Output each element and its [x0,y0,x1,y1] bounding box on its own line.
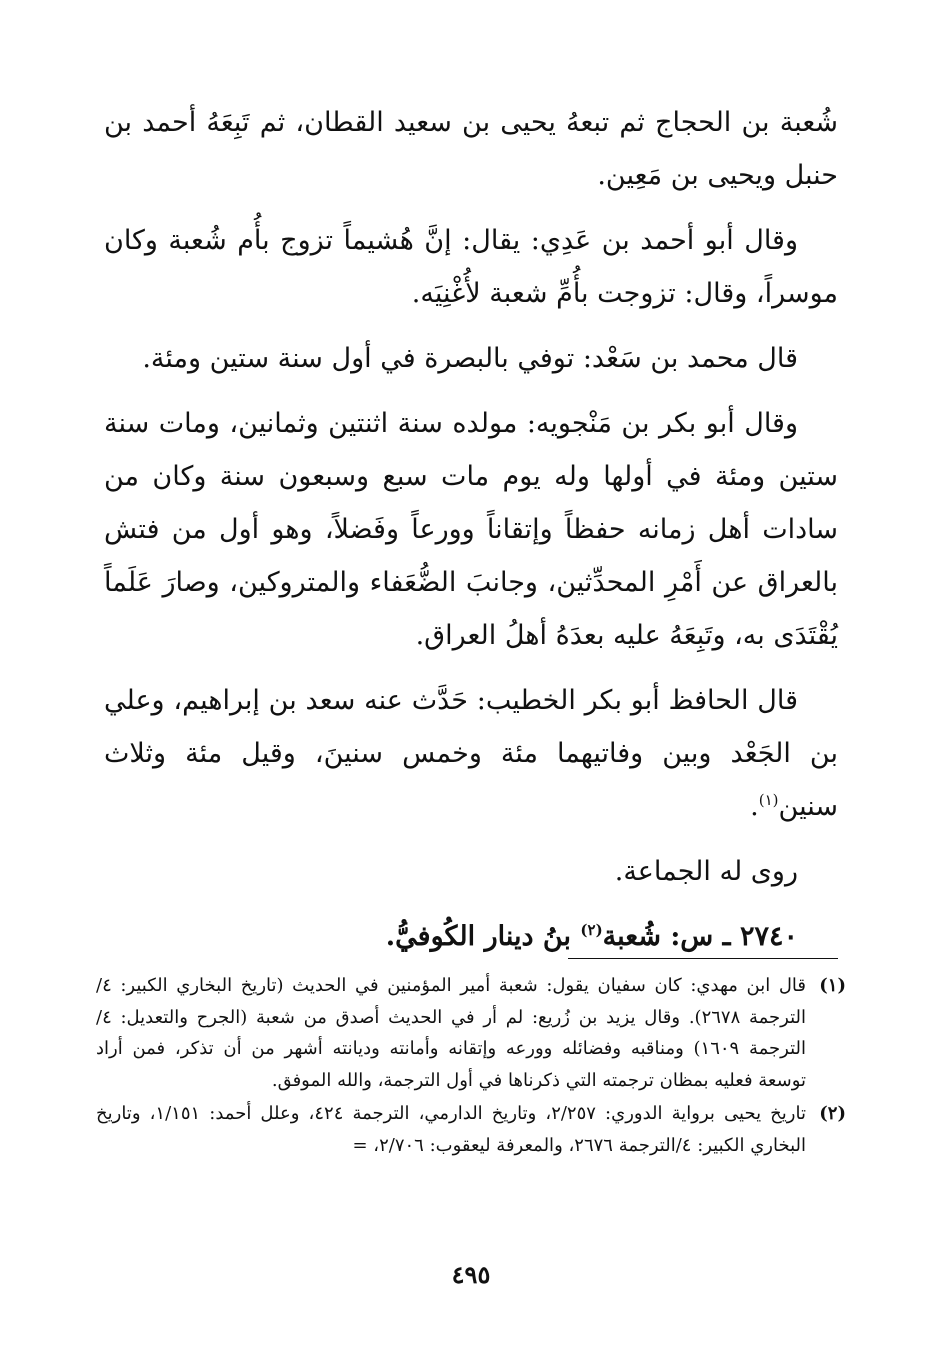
footnotes [96,970,846,1163]
entry-prefix: ٢٧٤٠ ـ س: شُعبة [602,921,798,952]
footnote-number: (٢) [819,1103,846,1124]
page-number: ٤٩٥ [451,1260,491,1289]
footnote-text: قال ابن مهدي: كان سفيان يقول: شعبة أمير المؤمنين في الحديث (تاريخ البخاري الكبير: ٤/الترجمة ٢٦٧٨). وقال يزيد بن زُريع: لم أر في الحديث أصدق من شعبة (الجرح والتعديل: ٤/الترجمة ١٦٠٩) ومناقبه وفضائله وورعه وإتقانه وأمانته وديانته أشهر من أن تذكر، فمن أراد توسعة فعليه بمظان ترجمته التي ذكرناها في أول الترجمة، والله الموفق. [96,975,806,1091]
entry-suffix: بنُ دينار الكُوفيُّ. [385,921,581,952]
khatib-text: قال الحافظ أبو بكر الخطيب: حَدَّث عنه سعد بن إبراهيم، وعلي بن الجَعْد وبين وفاتيهما مئة وخمس سنينَ، وقيل مئة وثلاث سنين [104,685,838,822]
paragraph-ibn-manjawayh: وقال أبو بكر بن مَنْجويه: مولده سنة اثنتين وثمانين، ومات سنة ستين ومئة في أولها وله يوم مات سبع وسبعون سنة وكان من سادات أهل زمانه حفظاً وإتقاناً وورعاً وفَضلاً، وهو أول من فتش بالعراق عن أَمْرِ المحدِّثين، وجانبَ الضُّعَفاء والمتروكين، وصارَ عَلَماً يُقْتَدَى به، وتَبِعَهُ عليه بعدَهُ أهلُ العراق. [104,408,838,651]
paragraph-ibn-adi: وقال أبو أحمد بن عَدِي: يقال: إنَّ هُشيماً تزوج بأُم شُعبة وكان موسراً، وقال: تزوجت بأُمِّ شعبة لأُغْنِيَه. [104,225,838,309]
paragraph-rawa: روى له الجماعة. [614,856,798,887]
entry-heading-2740 [104,910,838,963]
paragraph-ibn-sad: قال محمد بن سَعْد: توفي بالبصرة في أول سنة ستين ومئة. [142,343,798,374]
footnote-text: تاريخ يحيى برواية الدوري: ٢/٢٥٧، وتاريخ الدارمي، الترجمة ٤٢٤، وعلل أحمد: ١/١٥١، وتاريخ البخاري الكبير: ٤/الترجمة ٢٦٧٦، والمعرفة ليعقوب: ٢/٧٠٦، = [96,1103,806,1156]
paragraph-shuba-followers: شُعبة بن الحجاج ثم تبعهُ يحيى بن سعيد القطان، ثم تَبِعَهُ أحمد بن حنبل ويحيى بن مَعِين. [104,107,838,191]
main-text [104,96,838,963]
footnote-2 [96,1098,846,1161]
khatib-end: . [750,791,759,822]
footnote-number: (١) [819,975,846,996]
footnote-1 [96,970,846,1096]
footnote-ref-2[interactable]: (٢) [580,921,603,939]
paragraph-khatib [104,674,838,833]
footnote-separator [568,958,838,959]
footnote-ref-1[interactable]: (١) [758,791,779,809]
